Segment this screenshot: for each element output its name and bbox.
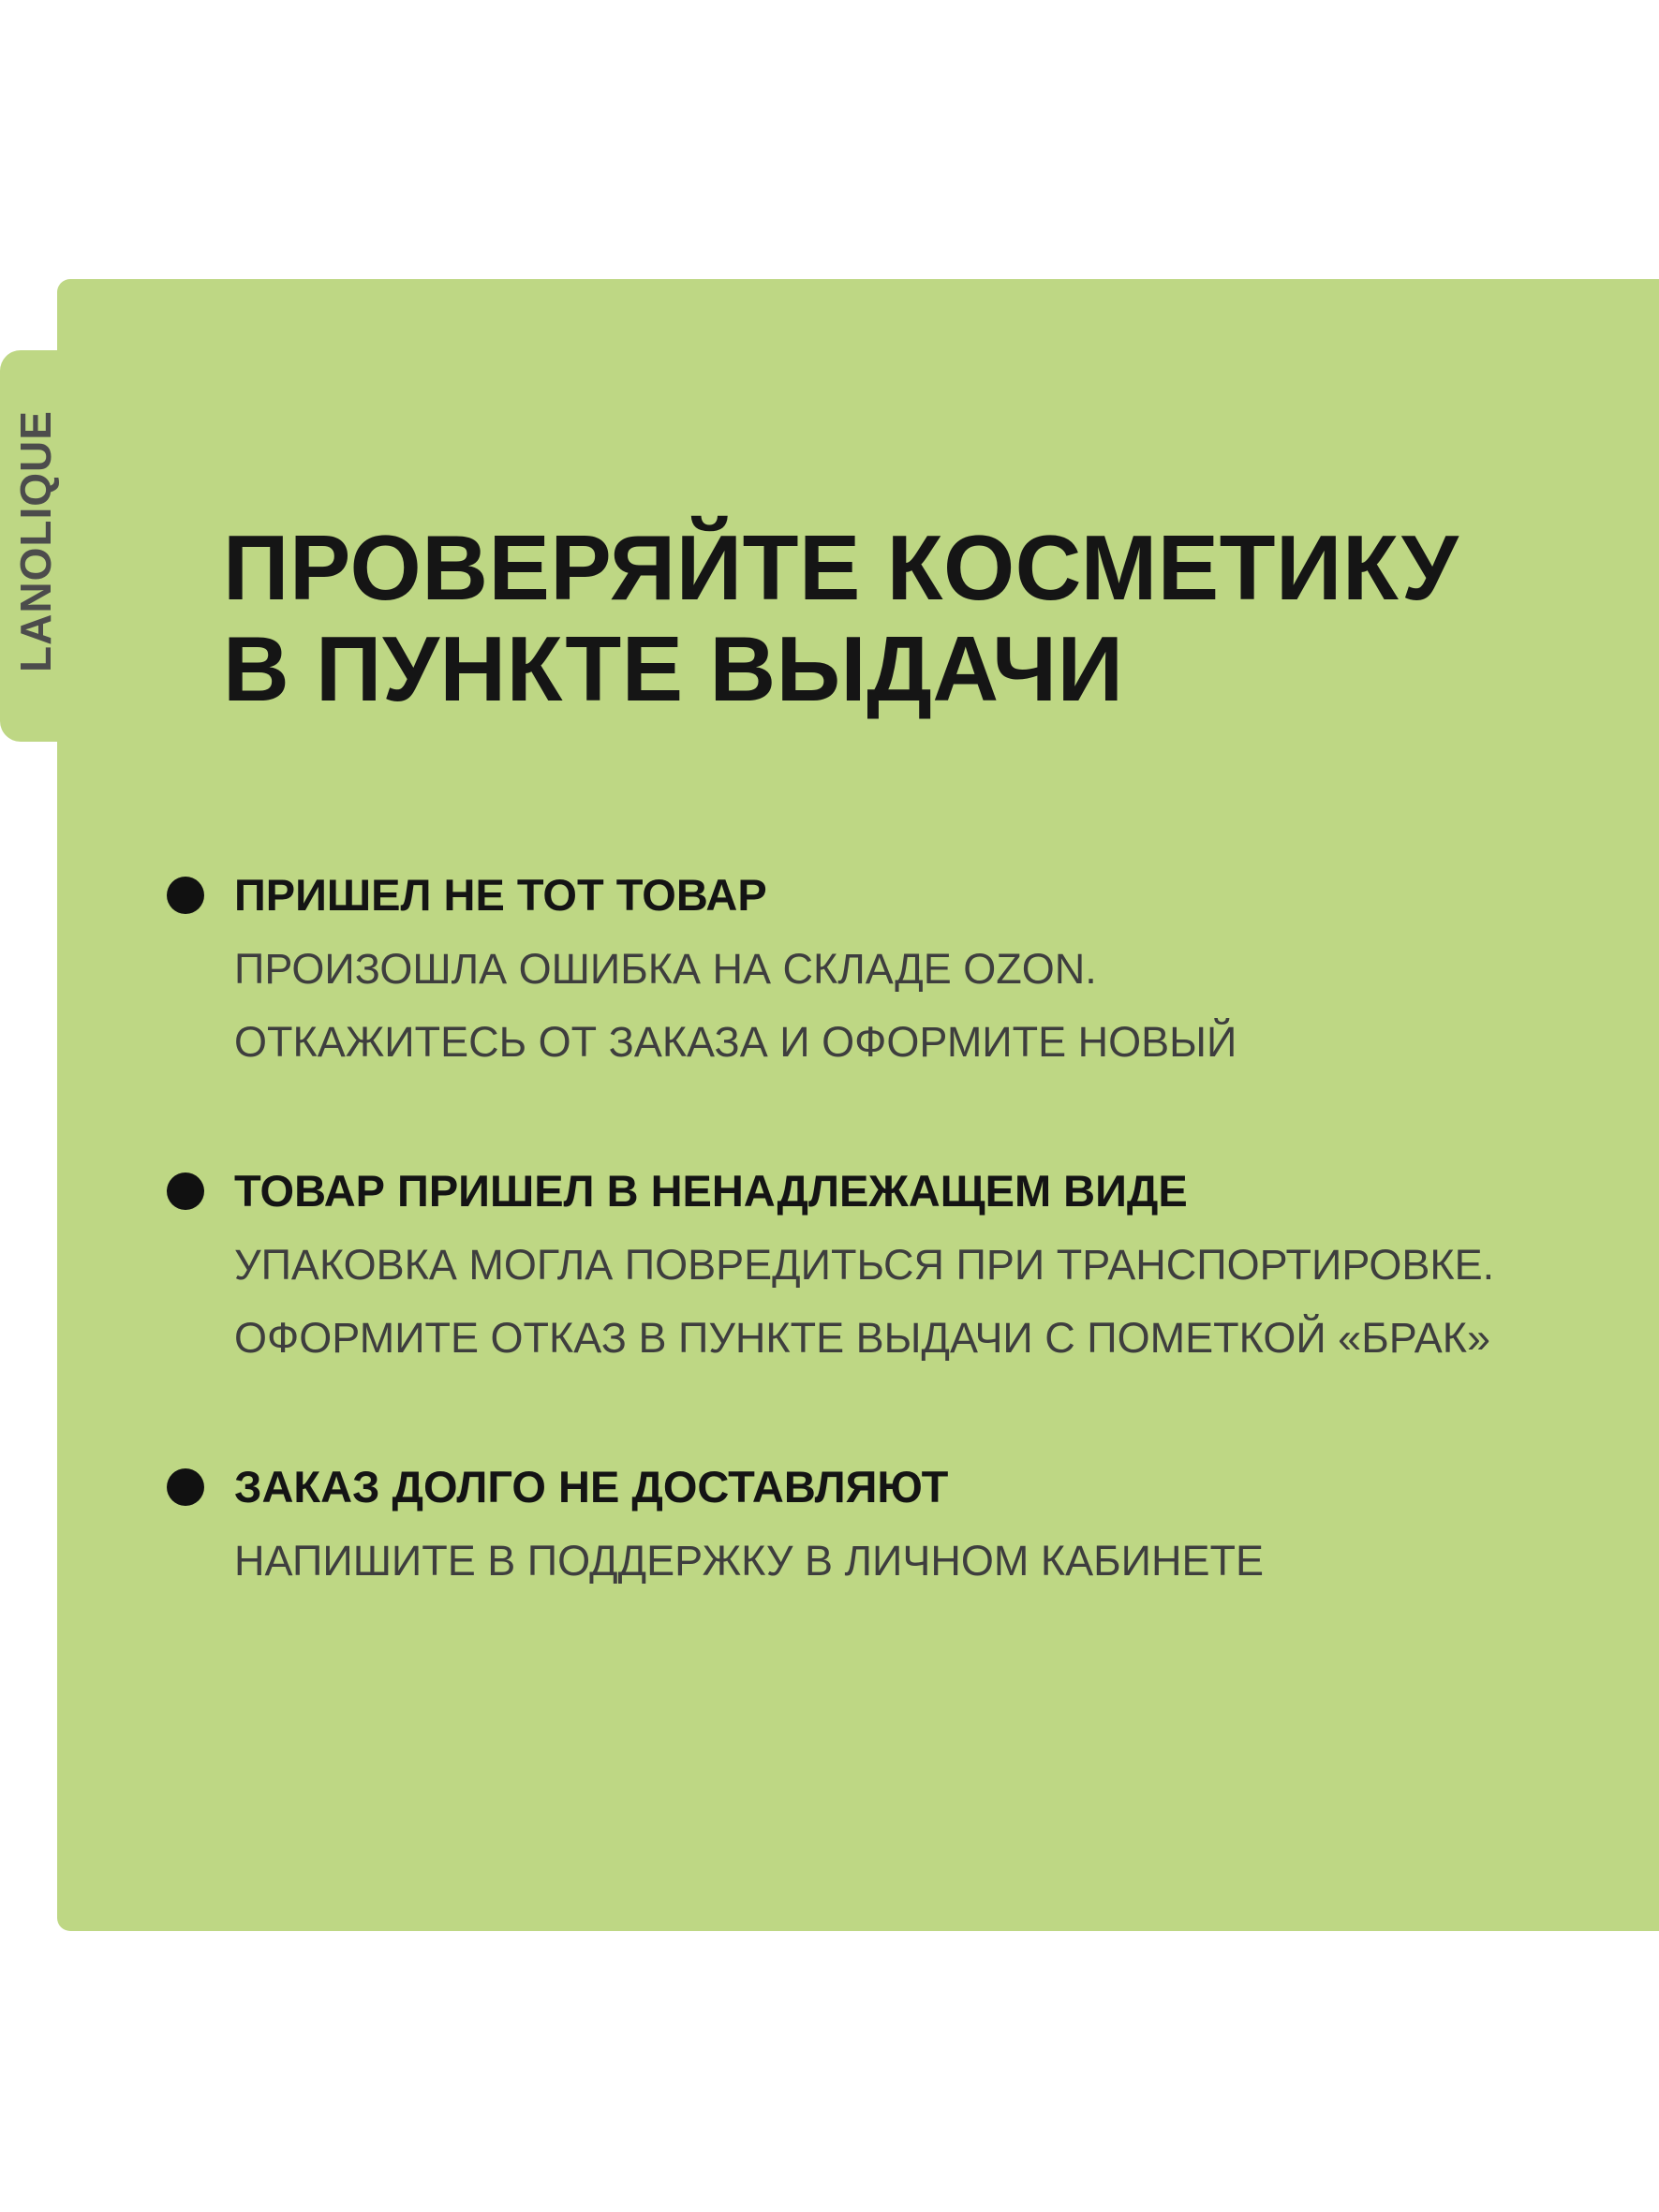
page-title-line-1: ПРОВЕРЯЙТЕ КОСМЕТИКУ bbox=[223, 516, 1459, 619]
brand-logo: LANOLIQUE bbox=[11, 410, 60, 672]
item-description bbox=[234, 1229, 1494, 1375]
item-description-line: ОТКАЖИТЕСЬ ОТ ЗАКАЗА И ОФОРМИТЕ НОВЫЙ bbox=[234, 1018, 1237, 1066]
page-title bbox=[223, 517, 1459, 719]
item-description bbox=[234, 1525, 1264, 1598]
item-heading: ПРИШЕЛ НЕ ТОТ ТОВАР bbox=[234, 870, 767, 920]
item-description-line: ОФОРМИТЕ ОТКАЗ В ПУНКТЕ ВЫДАЧИ С ПОМЕТКОЙ «БРАК» bbox=[234, 1314, 1490, 1362]
item-description-line: НАПИШИТЕ В ПОДДЕРЖКУ В ЛИЧНОМ КАБИНЕТЕ bbox=[234, 1537, 1264, 1585]
item-description-line: ПРОИЗОШЛА ОШИБКА НА СКЛАДЕ OZON. bbox=[234, 945, 1097, 993]
bullet-icon bbox=[167, 1468, 204, 1506]
bullet-icon bbox=[167, 1172, 204, 1210]
item-heading: ТОВАР ПРИШЕЛ В НЕНАДЛЕЖАЩЕМ ВИДЕ bbox=[234, 1166, 1188, 1216]
item-description-line: УПАКОВКА МОГЛА ПОВРЕДИТЬСЯ ПРИ ТРАНСПОРТИРОВКЕ. bbox=[234, 1241, 1495, 1289]
page-title-line-2: В ПУНКТЕ ВЫДАЧИ bbox=[223, 617, 1124, 720]
bullet-icon bbox=[167, 877, 204, 914]
item-heading: ЗАКАЗ ДОЛГО НЕ ДОСТАВЛЯЮТ bbox=[234, 1462, 949, 1512]
item-description bbox=[234, 933, 1237, 1079]
